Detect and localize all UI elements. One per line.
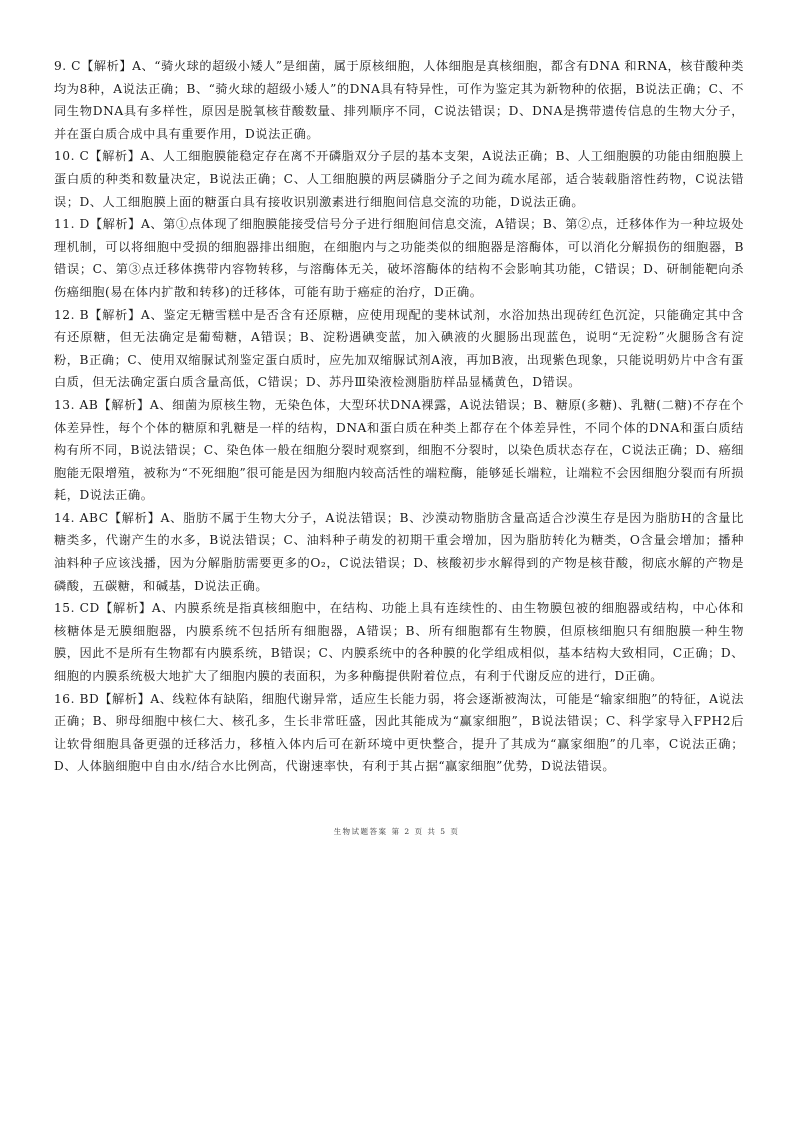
answer-content bbox=[54, 55, 744, 778]
answer-q12: 12. B【解析】A、鉴定无糖雪糕中是否含有还原糖，应使用现配的斐林试剂，水浴加热出现砖红色沉淀，只能确定其中含有还原糖，但无法确定是葡萄糖，A错误；B、淀粉遇碘变蓝，加入碘液的火腿肠出现蓝色，说明“无淀粉”火腿肠含有淀粉，B正确；C、使用双缩脲试剂鉴定蛋白质时，应先加双缩脲试剂A液，再加B液，出现紫色现象，只能说明奶片中含有蛋白质，但无法确定蛋白质含量高低，C错误；D、苏丹Ⅲ染液检测脂肪样品显橘黄色，D错误。 bbox=[54, 307, 744, 390]
page-footer: 生物试题答案 第 2 页 共 5 页 bbox=[333, 827, 460, 836]
answer-q10: 10. C【解析】A、人工细胞膜能稳定存在离不开磷脂双分子层的基本支架，A说法正确；B、人工细胞膜的功能由细胞膜上蛋白质的种类和数量决定，B说法正确；C、人工细胞膜的两层磷脂分子之间为疏水尾部，适合装载脂溶性药物，C说法错误；D、人工细胞膜上面的糖蛋白具有接收识别激素进行细胞间信息交流的功能，D说法正确。 bbox=[54, 149, 744, 209]
answer-q9: 9. C【解析】A、“骑火球的超级小矮人”是细菌，属于原核细胞，人体细胞是真核细胞，都含有DNA 和RNA，核苷酸种类均为8种，A说法正确；B、“骑火球的超级小矮人”的DNA具有特异性，可作为鉴定其为新物种的依据，B说法正确；C、不同生物DNA具有多样性，原因是脱氧核苷酸数量、排列顺序不同，C说法错误；D、DNA是携带遗传信息的生物大分子，并在蛋白质合成中具有重要作用，D说法正确。 bbox=[54, 59, 744, 141]
answer-q15: 15. CD【解析】A、内膜系统是指真核细胞中，在结构、功能上具有连续性的、由生物膜包被的细胞器或结构，中心体和核糖体是无膜细胞器，内膜系统不包括所有细胞器，A错误；B、所有细胞都有生物膜，但原核细胞只有细胞膜一种生物膜，因此不是所有生物都有内膜系统，B错误；C、内膜系统中的各种膜的化学组成相似，基本结构大致相同，C正确；D、细胞的内膜系统极大地扩大了细胞内膜的表面积，为多种酶提供附着位点，有利于代谢反应的进行，D正确。 bbox=[54, 601, 744, 684]
answer-q13: 13. AB【解析】A、细菌为原核生物，无染色体，大型环状DNA裸露，A说法错误；B、糖原(多糖)、乳糖(二糖)不存在个体差异性，每个个体的糖原和乳糖是一样的结构，DNA和蛋白质在种类上都存在个体差异性，不同个体的DNA和蛋白质结构有所不同，B说法错误；C、染色体一般在细胞分裂时观察到，细胞不分裂时，以染色质状态存在，C说法正确；D、癌细胞能无限增殖，被称为“不死细胞”很可能是因为细胞内较高活性的端粒酶，能够延长端粒，让端粒不会因细胞分裂而有所损耗，D说法正确。 bbox=[54, 397, 744, 503]
answer-q14: 14. ABC【解析】A、脂肪不属于生物大分子，A说法错误；B、沙漠动物脂肪含量高适合沙漠生存是因为脂肪H的含量比糖类多，代谢产生的水多，B说法错误；C、油料种子萌发的初期干重会增加，因为脂肪转化为糖类，O含量会增加；播种油料种子应该浅播，因为分解脂肪需要更多的O₂，C说法错误；D、核酸初步水解得到的产物是核苷酸，彻底水解的产物是磷酸，五碳糖，和碱基，D说法正确。 bbox=[54, 510, 744, 593]
answer-q11: 11. D【解析】A、第①点体现了细胞膜能接受信号分子进行细胞间信息交流，A错误；B、第②点，迁移体作为一种垃圾处理机制，可以将细胞中受损的细胞器排出细胞，在细胞内与之功能类似的细胞器是溶酶体，可以消化分解损伤的细胞器，B错误；C、第③点迁移体携带内容物转移，与溶酶体无关，破坏溶酶体的结构不会影响其功能，C错误；D、研制能靶向杀伤癌细胞(易在体内扩散和转移)的迁移体，可能有助于癌症的治疗，D正确。 bbox=[54, 217, 744, 299]
answer-q16: 16. BD【解析】A、线粒体有缺陷，细胞代谢异常，适应生长能力弱，将会逐渐被淘汰，可能是“输家细胞”的特征，A说法正确；B、卵母细胞中核仁大、核孔多，生长非常旺盛，因此其能成为“赢家细胞”，B说法错误；C、科学家导入FPH2后让软骨细胞具备更强的迁移活力，移植入体内后可在新环境中更快整合，提升了其成为“赢家细胞”的几率，C说法正确；D、人体脑细胞中自由水/结合水比例高，代谢速率快，有利于其占据“赢家细胞”优势，D说法错误。 bbox=[54, 691, 744, 774]
